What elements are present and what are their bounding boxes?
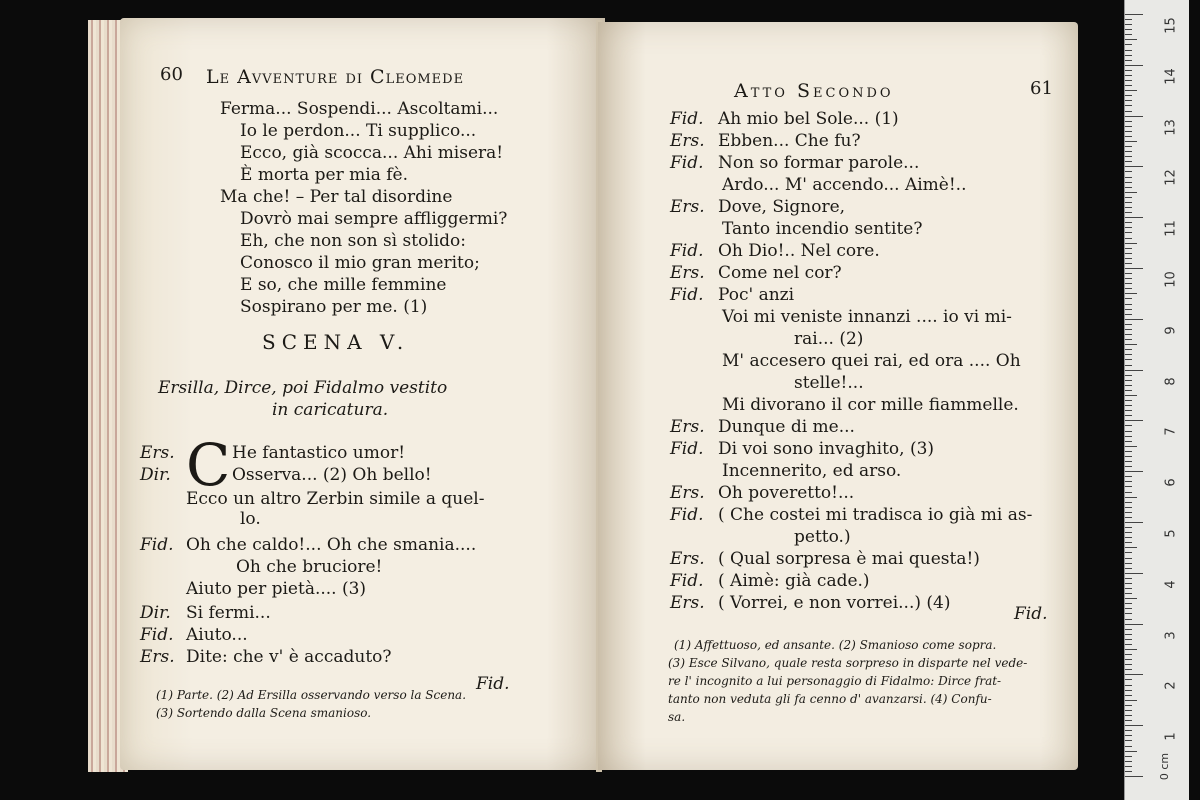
speaker-label: Ers. <box>670 593 705 613</box>
dialogue-text: He fantastico umor! <box>232 443 406 463</box>
dialogue-text: Ecco un altro Zerbin simile a quel- <box>186 489 485 509</box>
ruler-tick <box>1125 329 1132 330</box>
ruler-tick <box>1125 644 1132 645</box>
ruler-tick <box>1125 116 1143 117</box>
ruler-tick <box>1125 55 1132 56</box>
ruler-tick <box>1125 50 1132 51</box>
ruler-tick <box>1125 80 1132 81</box>
ruler-tick <box>1125 537 1132 538</box>
ruler-tick <box>1125 298 1132 299</box>
dialogue-text: Poc' anzi <box>718 285 795 305</box>
speaker-label: Ers. <box>670 483 705 503</box>
ruler-number: 12 <box>1163 169 1179 187</box>
dialogue-text: ( Qual sorpresa è mai questa!) <box>718 549 980 569</box>
ruler-tick <box>1125 161 1132 162</box>
ruler-tick <box>1125 232 1132 233</box>
ruler-tick <box>1125 497 1137 498</box>
ruler-tick <box>1125 131 1132 132</box>
ruler-tick <box>1125 608 1132 609</box>
ruler-tick <box>1125 309 1132 310</box>
ruler-tick <box>1125 385 1132 386</box>
ruler-tick <box>1125 405 1132 406</box>
dialogue-text: Di voi sono invaghito, (3) <box>718 439 935 459</box>
dialogue-text: Dite: che v' è accaduto? <box>186 647 392 667</box>
running-header: Atto Secondo <box>734 80 894 102</box>
ruler-tick <box>1125 375 1132 376</box>
ruler-tick <box>1125 395 1137 396</box>
speaker-label: Dir. <box>140 465 171 485</box>
ruler-tick <box>1125 756 1132 757</box>
ruler-tick <box>1125 431 1132 432</box>
ruler-tick <box>1125 339 1132 340</box>
ruler-number: 13 <box>1163 118 1179 136</box>
ruler-tick <box>1125 222 1132 223</box>
ruler-tick <box>1125 715 1132 716</box>
ruler-tick <box>1125 522 1143 523</box>
ruler-tick <box>1125 552 1132 553</box>
verse-line: È morta per mia fè. <box>240 165 408 185</box>
ruler-number: 10 <box>1163 271 1179 288</box>
speaker-label: Ers. <box>670 131 705 151</box>
dialogue-text: Aiuto... <box>186 625 248 645</box>
dialogue-text: Si fermi... <box>186 603 271 623</box>
verse-line: Dovrò mai sempre affliggermi? <box>240 209 508 229</box>
ruler-tick <box>1125 542 1132 543</box>
dialogue-text: Voi mi veniste innanzi .... io vi mi- <box>722 307 1012 327</box>
ruler-tick <box>1125 334 1132 335</box>
ruler-tick <box>1125 39 1137 40</box>
ruler-number: 6 <box>1163 478 1179 487</box>
ruler-tick <box>1125 664 1132 665</box>
ruler-tick <box>1125 365 1132 366</box>
ruler-number: 3 <box>1163 630 1179 640</box>
dialogue-text: Ah mio bel Sole... (1) <box>718 109 899 129</box>
ruler-number: 4 <box>1163 580 1179 589</box>
footnote: (3) Sortendo dalla Scena smanioso. <box>156 706 372 720</box>
ruler-tick <box>1125 136 1132 137</box>
ruler-tick <box>1125 720 1132 721</box>
speaker-label: Ers. <box>670 549 705 569</box>
ruler-tick <box>1125 238 1132 239</box>
dialogue-text: ( Aimè: già cade.) <box>718 571 870 591</box>
ruler-tick <box>1125 263 1132 264</box>
ruler-tick <box>1125 466 1132 467</box>
dialogue-text: M' accesero quei rai, ed ora .... Oh <box>722 351 1021 371</box>
ruler-tick <box>1125 461 1132 462</box>
ruler-tick <box>1125 512 1132 513</box>
ruler-tick <box>1125 710 1132 711</box>
ruler-tick <box>1125 669 1132 670</box>
ruler-tick <box>1125 187 1132 188</box>
speaker-label: Fid. <box>670 439 704 459</box>
verse-line: Conosco il mio gran merito; <box>240 253 480 273</box>
ruler-tick <box>1125 446 1137 447</box>
ruler-tick <box>1125 659 1132 660</box>
ruler-tick <box>1125 95 1132 96</box>
footnote: re l' incognito a lui personaggio di Fidalmo: Dirce frat- <box>668 674 1002 688</box>
ruler-tick <box>1125 415 1132 416</box>
ruler-tick <box>1125 359 1132 360</box>
ruler-tick <box>1125 217 1143 218</box>
ruler-tick <box>1125 319 1143 320</box>
ruler-tick <box>1125 90 1137 91</box>
dialogue-text: Ardo... M' accendo... Aimè!.. <box>722 175 967 195</box>
ruler-number: 11 <box>1163 220 1179 237</box>
ruler-number: 1 <box>1163 732 1179 741</box>
ruler-tick <box>1125 29 1132 30</box>
ruler-tick <box>1125 288 1132 289</box>
ruler-tick <box>1125 568 1132 569</box>
speaker-label: Fid. <box>140 535 174 555</box>
ruler-tick <box>1125 725 1143 726</box>
ruler-number: 15 <box>1163 17 1179 34</box>
footnote: (1) Affettuoso, ed ansante. (2) Smanioso come sopra. <box>674 638 997 652</box>
ruler-tick <box>1125 674 1143 675</box>
ruler-tick <box>1125 619 1132 620</box>
ruler-tick <box>1125 293 1137 294</box>
dialogue-text: Oh che bruciore! <box>236 557 383 577</box>
dialogue-text: Oh poveretto!... <box>718 483 855 503</box>
footnote: (3) Esce Silvano, quale resta sorpreso in disparte nel vede- <box>668 656 1028 670</box>
footnote: sa. <box>668 710 686 724</box>
speaker-label: Ers. <box>140 443 175 463</box>
ruler-tick <box>1125 349 1132 350</box>
cast-list-cont: in caricatura. <box>272 400 389 420</box>
ruler-tick <box>1125 324 1132 325</box>
dialogue-text: ( Che costei mi tradisca io già mi as- <box>718 505 1033 525</box>
ruler-tick <box>1125 273 1132 274</box>
ruler-tick <box>1125 344 1137 345</box>
dialogue-text: Osserva... (2) Oh bello! <box>232 465 432 485</box>
ruler-tick <box>1125 766 1132 767</box>
ruler-tick <box>1125 141 1137 142</box>
ruler-tick <box>1125 192 1137 193</box>
ruler-tick <box>1125 243 1137 244</box>
verse-line: Ecco, già scocca... Ahi misera! <box>240 143 504 163</box>
ruler-tick <box>1125 166 1143 167</box>
speaker-label: Fid. <box>670 285 704 305</box>
ruler-tick <box>1125 370 1143 371</box>
dialogue-text: Incennerito, ed arso. <box>722 461 902 481</box>
ruler-tick <box>1125 182 1132 183</box>
catchword: Fid. <box>1014 604 1048 624</box>
ruler-tick <box>1125 314 1132 315</box>
ruler-number: 9 <box>1163 326 1179 335</box>
ruler-tick <box>1125 629 1132 630</box>
ruler-tick <box>1125 451 1132 452</box>
ruler-tick <box>1125 492 1132 493</box>
dialogue-text: Dunque di me... <box>718 417 855 437</box>
scale-ruler <box>1124 0 1189 800</box>
ruler-tick <box>1125 771 1132 772</box>
ruler-tick <box>1125 126 1132 127</box>
ruler-tick <box>1125 258 1132 259</box>
scene-title: SCENA V. <box>262 330 410 354</box>
footnote: (1) Parte. (2) Ad Ersilla osservando verso la Scena. <box>156 688 467 702</box>
ruler-tick <box>1125 60 1132 61</box>
ruler-tick <box>1125 685 1132 686</box>
dialogue-text: Aiuto per pietà.... (3) <box>186 579 367 599</box>
ruler-unit-label: 0 cm <box>1158 752 1172 781</box>
speaker-label: Fid. <box>670 505 704 525</box>
ruler-tick <box>1125 380 1132 381</box>
ruler-tick <box>1125 283 1132 284</box>
catchword: Fid. <box>476 674 510 694</box>
ruler-tick <box>1125 24 1132 25</box>
running-header: Le Avventure di Cleomede <box>206 66 465 88</box>
ruler-tick <box>1125 502 1132 503</box>
ruler-tick <box>1125 547 1137 548</box>
ruler-tick <box>1125 100 1132 101</box>
ruler-tick <box>1125 304 1132 305</box>
ruler-tick <box>1125 70 1132 71</box>
verse-line: Ferma... Sospendi... Ascoltami... <box>220 99 499 119</box>
verse-line: Ma che! – Per tal disordine <box>220 187 453 207</box>
dialogue-text: Oh Dio!.. Nel core. <box>718 241 880 261</box>
ruler-number: 5 <box>1163 529 1179 538</box>
ruler-tick <box>1125 207 1132 208</box>
left-page <box>120 18 605 770</box>
dialogue-text: Dove, Signore, <box>718 197 846 217</box>
ruler-tick <box>1125 776 1143 777</box>
ruler-tick <box>1125 740 1132 741</box>
speaker-label: Ers. <box>670 197 705 217</box>
speaker-label: Fid. <box>670 241 704 261</box>
ruler-tick <box>1125 705 1132 706</box>
ruler-number: 2 <box>1163 681 1179 691</box>
ruler-tick <box>1125 679 1132 680</box>
ruler-tick <box>1125 202 1132 203</box>
ruler-tick <box>1125 400 1132 401</box>
ruler-number: 14 <box>1163 68 1179 85</box>
ruler-tick <box>1125 146 1132 147</box>
verse-line: Sospirano per me. (1) <box>240 297 428 317</box>
ruler-tick <box>1125 248 1132 249</box>
verse-line: E so, che mille femmine <box>240 275 447 295</box>
ruler-tick <box>1125 19 1132 20</box>
dialogue-text: Come nel cor? <box>718 263 842 283</box>
ruler-number: 7 <box>1163 427 1179 437</box>
drop-cap: C <box>186 431 231 499</box>
ruler-tick <box>1125 486 1132 487</box>
ruler-tick <box>1125 517 1132 518</box>
ruler-tick <box>1125 456 1132 457</box>
ruler-tick <box>1125 649 1137 650</box>
ruler-tick <box>1125 156 1132 157</box>
dialogue-text: rai... (2) <box>794 329 864 349</box>
ruler-tick <box>1125 420 1143 421</box>
ruler-tick <box>1125 613 1132 614</box>
ruler-tick <box>1125 532 1132 533</box>
ruler-tick <box>1125 746 1132 747</box>
ruler-tick <box>1125 603 1132 604</box>
ruler-tick <box>1125 354 1132 355</box>
speaker-label: Fid. <box>670 109 704 129</box>
ruler-number: 8 <box>1163 376 1179 386</box>
dialogue-text: petto.) <box>794 527 851 547</box>
ruler-tick <box>1125 197 1132 198</box>
ruler-tick <box>1125 441 1132 442</box>
ruler-tick <box>1125 65 1143 66</box>
ruler-tick <box>1125 751 1137 752</box>
ruler-tick <box>1125 695 1132 696</box>
ruler-tick <box>1125 121 1132 122</box>
ruler-tick <box>1125 75 1132 76</box>
dialogue-text: lo. <box>240 509 261 529</box>
ruler-tick <box>1125 507 1132 508</box>
ruler-tick <box>1125 598 1137 599</box>
dialogue-text: stelle!... <box>794 373 864 393</box>
ruler-tick <box>1125 735 1132 736</box>
ruler-tick <box>1125 278 1132 279</box>
ruler-tick <box>1125 410 1132 411</box>
ruler-tick <box>1125 624 1143 625</box>
ruler-tick <box>1125 690 1132 691</box>
ruler-tick <box>1125 171 1132 172</box>
ruler-tick <box>1125 761 1132 762</box>
ruler-tick <box>1125 111 1132 112</box>
ruler-tick <box>1125 177 1132 178</box>
ruler-tick <box>1125 268 1143 269</box>
ruler-tick <box>1125 14 1143 15</box>
ruler-tick <box>1125 593 1132 594</box>
ruler-tick <box>1125 105 1132 106</box>
right-page <box>598 22 1078 770</box>
dialogue-text: Oh che caldo!... Oh che smania.... <box>186 535 477 555</box>
ruler-tick <box>1125 471 1143 472</box>
ruler-tick <box>1125 639 1132 640</box>
dialogue-text: ( Vorrei, e non vorrei...) (4) <box>718 593 951 613</box>
ruler-tick <box>1125 151 1132 152</box>
dialogue-text: Mi divorano il cor mille fiammelle. <box>722 395 1019 415</box>
page-number: 60 <box>160 64 183 85</box>
speaker-label: Ers. <box>670 417 705 437</box>
ruler-tick <box>1125 654 1132 655</box>
speaker-label: Dir. <box>140 603 171 623</box>
speaker-label: Ers. <box>140 647 175 667</box>
ruler-tick <box>1125 212 1132 213</box>
ruler-tick <box>1125 481 1132 482</box>
dialogue-text: Tanto incendio sentite? <box>722 219 923 239</box>
ruler-tick <box>1125 476 1132 477</box>
ruler-tick <box>1125 730 1132 731</box>
ruler-tick <box>1125 583 1132 584</box>
ruler-tick <box>1125 253 1132 254</box>
ruler-tick <box>1125 227 1132 228</box>
page-number: 61 <box>1030 78 1053 99</box>
ruler-tick <box>1125 85 1132 86</box>
verse-line: Eh, che non son sì stolido: <box>240 231 467 251</box>
ruler-tick <box>1125 390 1132 391</box>
footnote: tanto non veduta gli fa cenno d' avanzarsi. (4) Confu- <box>668 692 992 706</box>
ruler-tick <box>1125 588 1132 589</box>
ruler-tick <box>1125 563 1132 564</box>
ruler-tick <box>1125 34 1132 35</box>
ruler-tick <box>1125 527 1132 528</box>
speaker-label: Ers. <box>670 263 705 283</box>
verse-line: Io le perdon... Ti supplico... <box>240 121 477 141</box>
ruler-tick <box>1125 558 1132 559</box>
ruler-tick <box>1125 573 1143 574</box>
speaker-label: Fid. <box>670 571 704 591</box>
cast-list: Ersilla, Dirce, poi Fidalmo vestito <box>158 378 448 398</box>
speaker-label: Fid. <box>670 153 704 173</box>
ruler-tick <box>1125 436 1132 437</box>
ruler-tick <box>1125 44 1132 45</box>
ruler-tick <box>1125 700 1137 701</box>
dialogue-text: Ebben... Che fu? <box>718 131 861 151</box>
ruler-tick <box>1125 578 1132 579</box>
ruler-tick <box>1125 425 1132 426</box>
ruler-tick <box>1125 634 1132 635</box>
speaker-label: Fid. <box>140 625 174 645</box>
dialogue-text: Non so formar parole... <box>718 153 920 173</box>
